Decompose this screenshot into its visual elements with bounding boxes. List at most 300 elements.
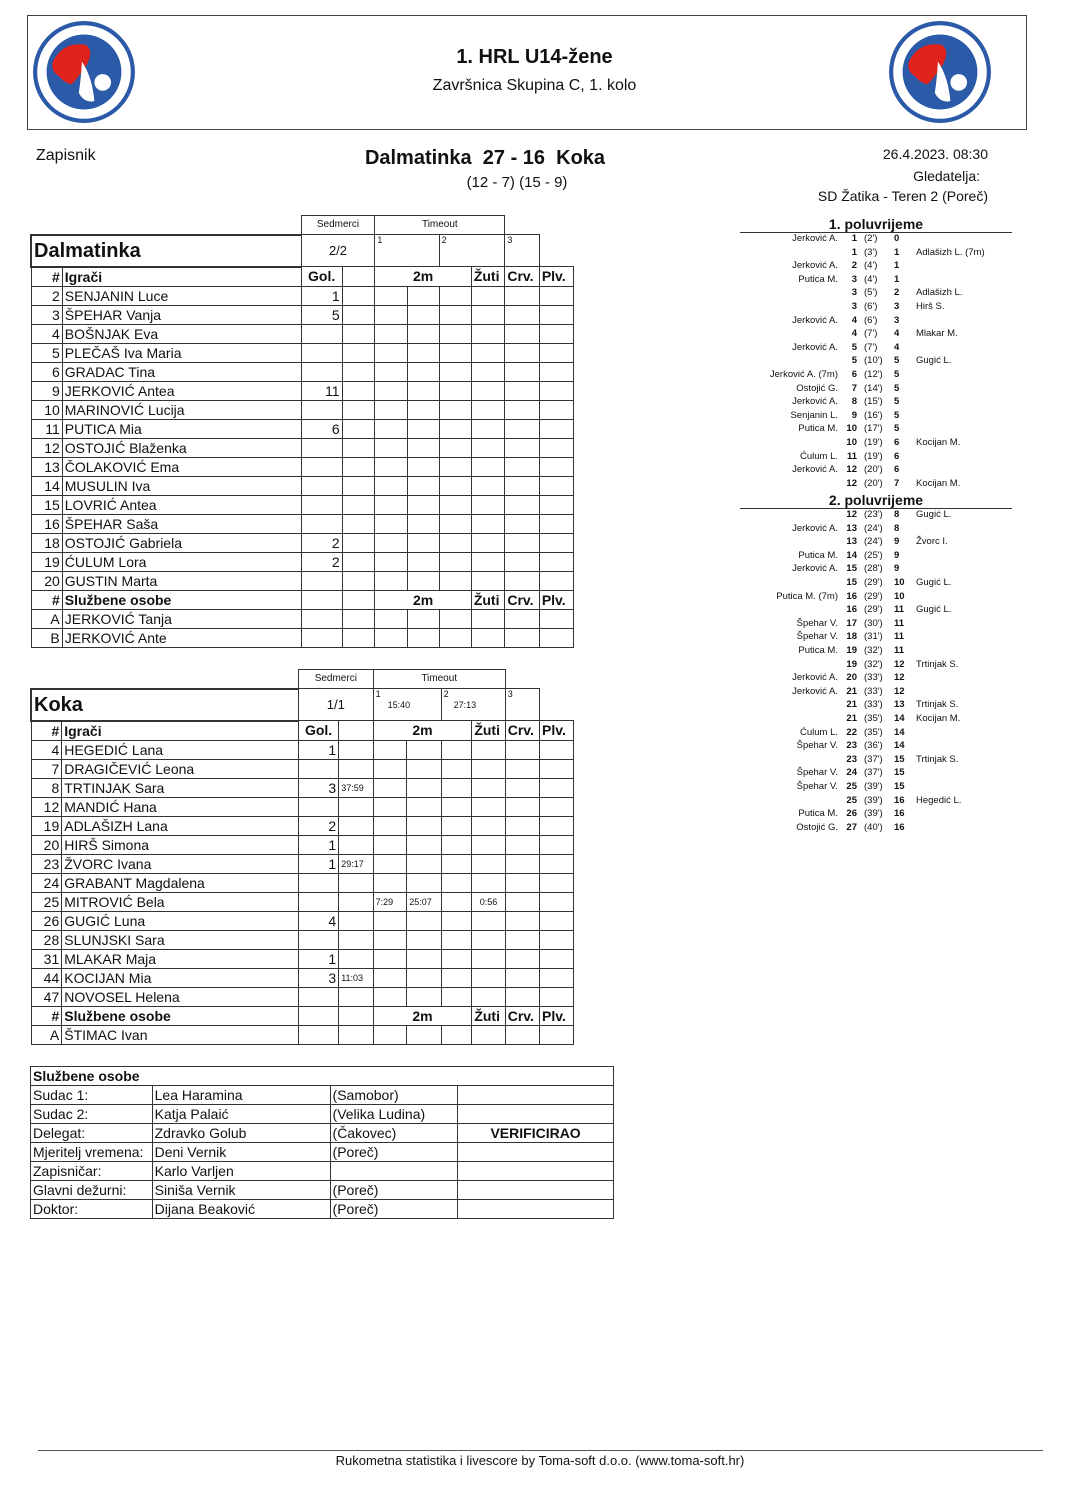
event-home-score: 4 [851, 314, 857, 326]
player-name: LOVRIĆ Antea [62, 495, 301, 514]
event-away-score: 1 [894, 260, 900, 272]
player-2min-1 [375, 381, 407, 400]
official-goals [301, 628, 342, 647]
col-yellow: Žuti [471, 267, 505, 287]
event-away-score: 4 [894, 328, 900, 340]
col-2min: 2m [373, 721, 472, 741]
official-2min-2 [407, 628, 439, 647]
player-number: 28 [31, 930, 62, 949]
player-suspension-time [342, 457, 375, 476]
event-home-score: 3 [851, 273, 857, 285]
player-suspension-time [339, 930, 373, 949]
player-suspension-time [339, 949, 373, 968]
officials-block [30, 1066, 614, 1219]
away-team-table [30, 669, 574, 1045]
event-minute: (30') [864, 617, 883, 629]
official-letter: A [31, 609, 62, 628]
event-away-score: 9 [894, 563, 900, 575]
player-2min-2 [407, 854, 441, 873]
player-name: KOCIJAN Mia [62, 968, 299, 987]
official-2min-3 [441, 1025, 472, 1044]
player-2min-2 [407, 286, 439, 305]
player-red [505, 419, 539, 438]
event-home-scorer: Špehar V. [796, 617, 838, 629]
player-goals [301, 514, 342, 533]
home-officials-label: Službene osobe [62, 590, 301, 609]
event-home-score: 20 [846, 672, 857, 684]
event-away-score: 10 [894, 577, 905, 588]
player-red [505, 324, 539, 343]
player-row [31, 419, 574, 438]
event-home-scorer: Putica M. [798, 549, 838, 561]
player-2min-2 [407, 987, 441, 1006]
player-blue [540, 778, 574, 797]
player-name: SENJANIN Luce [62, 286, 301, 305]
player-blue [540, 854, 574, 873]
col-players: Igrači [62, 721, 299, 741]
player-goals: 5 [301, 305, 342, 324]
event-home-score: 1 [851, 233, 857, 244]
player-2min-1 [373, 854, 407, 873]
player-goals: 6 [301, 419, 342, 438]
player-name: ČOLAKOVIĆ Ema [62, 457, 301, 476]
event-home-scorer: Jerković A. [792, 341, 838, 353]
player-goals [301, 571, 342, 590]
player-2min-3 [439, 552, 471, 571]
player-2min-3 [441, 949, 472, 968]
round-subtitle: Završnica Skupina C, 1. kolo [432, 77, 637, 94]
event-home-score: 12 [846, 509, 857, 520]
player-2min-1 [375, 514, 407, 533]
col-goals: Gol. [301, 267, 342, 287]
player-suspension-time [339, 816, 373, 835]
player-2min-3 [439, 381, 471, 400]
col-yellow: Žuti [471, 590, 505, 609]
event-home-scorer: Špehar V. [796, 781, 838, 792]
verify-cell [458, 1181, 614, 1200]
player-2min-3 [439, 400, 471, 419]
event-away-scorer: Adlašizh L. (7m) [916, 246, 985, 258]
official-red [505, 1025, 539, 1044]
player-name: GUSTIN Marta [62, 571, 301, 590]
league-title: 1. HRL U14-žene [456, 46, 613, 68]
away-header-row [31, 721, 574, 741]
player-yellow [471, 476, 505, 495]
player-2min-3 [441, 968, 472, 987]
verify-cell [458, 1200, 614, 1219]
player-2min-3 [439, 438, 471, 457]
player-2min-3 [439, 419, 471, 438]
official-yellow [471, 628, 505, 647]
player-goals: 1 [298, 854, 338, 873]
event-home-score: 10 [846, 423, 857, 435]
event-home-scorer: Senjanin L. [790, 409, 838, 421]
player-2min-1 [373, 740, 407, 759]
event-minute: (23') [864, 509, 883, 520]
player-2min-1 [373, 778, 407, 797]
event-home-score: 11 [846, 450, 857, 462]
player-suspension-time [342, 476, 375, 495]
player-2min-3 [439, 457, 471, 476]
player-number: 20 [31, 571, 62, 590]
player-yellow [472, 778, 505, 797]
event-away-scorer: Kocijan M. [916, 437, 961, 448]
player-yellow [472, 968, 505, 987]
half2-label: 2. poluvrijeme [740, 492, 1012, 509]
player-red [505, 930, 539, 949]
event-away-scorer: Gugić L. [916, 355, 952, 367]
event-away-score: 0 [894, 233, 900, 244]
player-suspension-time [339, 873, 373, 892]
player-suspension-time [339, 911, 373, 930]
player-red [505, 343, 539, 362]
official-role: Glavni dežurni: [31, 1181, 153, 1200]
player-goals [301, 324, 342, 343]
player-2min-2 [407, 514, 439, 533]
official-person: Katja Palaić [152, 1105, 330, 1124]
player-number: 26 [31, 911, 62, 930]
official-suspension-time [342, 628, 375, 647]
player-red [505, 476, 539, 495]
official-suspension-time [339, 1025, 373, 1044]
event-minute: (15') [864, 396, 883, 408]
player-red [505, 911, 539, 930]
event-home-scorer: Putica M. (7m) [776, 590, 838, 602]
player-red [505, 514, 539, 533]
player-2min-3 [441, 892, 472, 911]
player-name: HIRŠ Simona [62, 835, 299, 854]
player-number: 19 [31, 552, 62, 571]
player-suspension-time [342, 533, 375, 552]
event-minute: (24') [864, 536, 883, 548]
home-sedmerci: 2/2 [301, 235, 375, 267]
player-goals: 11 [301, 381, 342, 400]
match-result: Dalmatinka 27 - 16 Koka [364, 147, 606, 169]
player-suspension-time [339, 740, 373, 759]
player-red [505, 949, 539, 968]
official-role: Doktor: [31, 1200, 153, 1219]
player-goals [298, 892, 338, 911]
player-row [31, 362, 574, 381]
player-number: 15 [31, 495, 62, 514]
player-yellow [472, 854, 505, 873]
player-suspension-time [342, 400, 375, 419]
player-goals: 2 [298, 816, 338, 835]
official-name: JERKOVIĆ Tanja [62, 609, 301, 628]
event-away-score: 12 [894, 672, 905, 684]
event-away-score: 3 [894, 301, 900, 312]
event-away-score: 16 [894, 821, 905, 833]
player-yellow: 0:56 [472, 892, 505, 911]
event-away-score: 11 [894, 617, 905, 629]
player-blue [540, 987, 574, 1006]
player-red [505, 495, 539, 514]
home-timeout-3-num: 3 [507, 235, 513, 245]
player-blue [539, 571, 573, 590]
official-person: Dijana Beaković [152, 1200, 330, 1219]
event-away-score: 6 [894, 450, 900, 462]
player-2min-2 [407, 324, 439, 343]
player-name: HEGEDIĆ Lana [62, 740, 299, 759]
player-2min-2 [407, 457, 439, 476]
event-away-score: 5 [894, 423, 900, 435]
player-suspension-time [342, 514, 375, 533]
event-home-score: 25 [846, 781, 857, 792]
player-number: 11 [31, 419, 62, 438]
event-away-score: 6 [894, 464, 900, 476]
player-row [31, 949, 574, 968]
away-sedmerci: 1/1 [298, 689, 373, 721]
player-red [505, 400, 539, 419]
official-blue [539, 628, 573, 647]
col-goals: Gol. [298, 721, 338, 741]
player-blue [539, 286, 573, 305]
event-home-score: 17 [846, 617, 857, 629]
event-home-score: 12 [846, 464, 857, 476]
official-2min-3 [439, 628, 471, 647]
player-red [505, 892, 539, 911]
col-players: Igrači [62, 267, 301, 287]
player-blue [539, 362, 573, 381]
event-minute: (6') [864, 314, 878, 326]
player-2min-1 [373, 930, 407, 949]
player-red [505, 533, 539, 552]
player-blue [540, 797, 574, 816]
player-row [31, 816, 574, 835]
player-number: 25 [31, 892, 62, 911]
official-suspension-time [342, 609, 375, 628]
event-home-score: 16 [846, 590, 857, 602]
player-number: 47 [31, 987, 62, 1006]
verify-cell [458, 1105, 614, 1124]
official-place [330, 1162, 458, 1181]
event-away-score: 14 [894, 740, 905, 752]
event-minute: (37') [864, 767, 883, 779]
event-minute: (14') [864, 382, 883, 394]
player-2min-1 [375, 305, 407, 324]
official-role: Mjeritelj vremena: [31, 1143, 153, 1162]
player-2min-1 [373, 911, 407, 930]
player-suspension-time [339, 797, 373, 816]
event-away-score: 15 [894, 781, 905, 792]
player-2min-1 [375, 438, 407, 457]
event-away-score: 5 [894, 355, 900, 367]
event-away-scorer: Kocijan M. [916, 713, 961, 724]
player-2min-3 [439, 514, 471, 533]
player-row [31, 457, 574, 476]
event-minute: (20') [864, 464, 883, 476]
player-yellow [471, 400, 505, 419]
col-num: # [31, 267, 62, 287]
event-minute: (31') [864, 631, 883, 643]
player-2min-2 [407, 835, 441, 854]
player-2min-2: 25:07 [407, 892, 441, 911]
player-suspension-time [342, 438, 375, 457]
col-blue: Plv. [539, 267, 573, 287]
player-2min-1 [375, 324, 407, 343]
player-number: 13 [31, 457, 62, 476]
player-yellow [471, 495, 505, 514]
event-away-scorer: Mlakar M. [916, 328, 958, 340]
official-yellow [471, 609, 505, 628]
event-home-score: 13 [846, 536, 857, 548]
player-blue [539, 381, 573, 400]
col-red: Crv. [505, 721, 539, 741]
player-blue [539, 476, 573, 495]
event-home-scorer: Putica M. [798, 423, 838, 435]
player-yellow [471, 419, 505, 438]
player-number: 12 [31, 438, 62, 457]
event-minute: (33') [864, 685, 883, 697]
official-role: Sudac 2: [31, 1105, 153, 1124]
event-minute: (32') [864, 658, 883, 670]
player-suspension-time [342, 419, 375, 438]
player-goals: 3 [298, 968, 338, 987]
col-red: Crv. [505, 590, 539, 609]
player-suspension-time: 11:03 [339, 968, 373, 987]
event-home-scorer: Jerković A. [792, 563, 838, 575]
player-2min-3 [441, 835, 472, 854]
event-home-score: 3 [851, 301, 857, 312]
event-home-score: 10 [846, 437, 857, 448]
player-name: GRADAC Tina [62, 362, 301, 381]
home-timeout-1-num: 1 [377, 235, 383, 245]
player-name: GUGIĆ Luna [62, 911, 299, 930]
player-2min-3 [439, 495, 471, 514]
player-yellow [471, 571, 505, 590]
home-officials-header: # Službene osobe 2m Žuti Crv. Plv. [31, 590, 574, 609]
player-yellow [471, 552, 505, 571]
event-home-score: 12 [846, 477, 857, 489]
event-minute: (29') [864, 604, 883, 616]
player-row [31, 740, 574, 759]
event-home-score: 14 [846, 549, 857, 561]
player-2min-1 [375, 286, 407, 305]
home-team-name: Dalmatinka [31, 235, 301, 267]
player-blue [540, 911, 574, 930]
event-minute: (28') [864, 563, 883, 575]
event-away-score: 5 [894, 382, 900, 394]
player-2min-3 [441, 911, 472, 930]
player-goals: 1 [298, 949, 338, 968]
event-minute: (39') [864, 794, 883, 806]
player-goals [301, 476, 342, 495]
player-2min-2 [407, 362, 439, 381]
event-minute: (4') [864, 273, 878, 285]
player-blue [539, 419, 573, 438]
event-home-score: 19 [846, 658, 857, 670]
event-minute: (7') [864, 341, 878, 353]
player-name: MLAKAR Maja [62, 949, 299, 968]
player-goals: 1 [298, 835, 338, 854]
player-row [31, 892, 574, 911]
player-2min-3 [441, 740, 472, 759]
player-suspension-time: 29:17 [339, 854, 373, 873]
official-info-row [31, 1200, 614, 1219]
footer-text: Rukometna statistika i livescore by Toma-soft d.o.o. (www.toma-soft.hr) [335, 1453, 745, 1468]
player-name: MUSULIN Iva [62, 476, 301, 495]
official-place: (Poreč) [330, 1143, 458, 1162]
player-2min-2 [407, 968, 441, 987]
event-away-scorer: Hegedić L. [916, 794, 962, 806]
event-home-score: 5 [851, 341, 857, 353]
event-home-score: 3 [851, 287, 857, 299]
event-home-score: 15 [846, 577, 857, 588]
event-home-score: 8 [851, 396, 857, 408]
event-minute: (33') [864, 699, 883, 711]
player-red [505, 759, 539, 778]
event-minute: (37') [864, 753, 883, 765]
player-goals [301, 438, 342, 457]
player-row [31, 759, 574, 778]
player-goals: 3 [298, 778, 338, 797]
player-goals: 1 [298, 740, 338, 759]
player-goals [301, 400, 342, 419]
header-box [27, 15, 1027, 130]
player-goals [301, 362, 342, 381]
player-2min-1 [373, 797, 407, 816]
player-row [31, 873, 574, 892]
home-sedmerci-label: Sedmerci [301, 216, 375, 235]
player-suspension-time [342, 362, 375, 381]
player-name: PUTICA Mia [62, 419, 301, 438]
player-goals [301, 495, 342, 514]
event-away-scorer: Kocijan M. [916, 477, 961, 489]
event-away-score: 14 [894, 713, 905, 724]
col-2min: 2m [373, 1006, 472, 1025]
event-away-scorer: Adlašizh L. [916, 287, 963, 299]
player-yellow [472, 873, 505, 892]
home-timeout-2-num: 2 [441, 235, 447, 245]
player-blue [539, 305, 573, 324]
event-home-scorer: Jerković A. [792, 522, 838, 534]
player-row [31, 797, 574, 816]
official-info-row [31, 1162, 614, 1181]
event-home-score: 5 [851, 355, 857, 367]
player-red [505, 457, 539, 476]
match-datetime: 26.4.2023. 08:30 [882, 146, 988, 162]
event-away-score: 2 [894, 287, 900, 299]
col-num: # [31, 721, 62, 741]
player-yellow [471, 381, 505, 400]
player-row [31, 930, 574, 949]
player-row [31, 571, 574, 590]
official-role: Sudac 1: [31, 1086, 153, 1105]
player-row [31, 835, 574, 854]
event-away-score: 4 [894, 341, 900, 353]
player-suspension-time [342, 571, 375, 590]
player-2min-2 [407, 759, 441, 778]
event-away-scorer: Žvorc I. [916, 536, 948, 548]
verify-cell [458, 1086, 614, 1105]
event-home-score: 25 [846, 794, 857, 806]
player-row [31, 400, 574, 419]
event-home-scorer: Jerković A. (7m) [769, 369, 838, 380]
player-goals [298, 987, 338, 1006]
player-blue [540, 968, 574, 987]
player-2min-3 [439, 324, 471, 343]
player-2min-1 [375, 457, 407, 476]
footer-divider [38, 1450, 1043, 1451]
event-away-score: 3 [894, 314, 900, 326]
player-2min-3 [441, 873, 472, 892]
player-yellow [472, 816, 505, 835]
event-away-score: 16 [894, 794, 905, 806]
player-2min-3 [439, 362, 471, 381]
official-2min-1 [373, 1025, 407, 1044]
away-sedmerci-label: Sedmerci [298, 670, 373, 689]
official-place: (Velika Ludina) [330, 1105, 458, 1124]
